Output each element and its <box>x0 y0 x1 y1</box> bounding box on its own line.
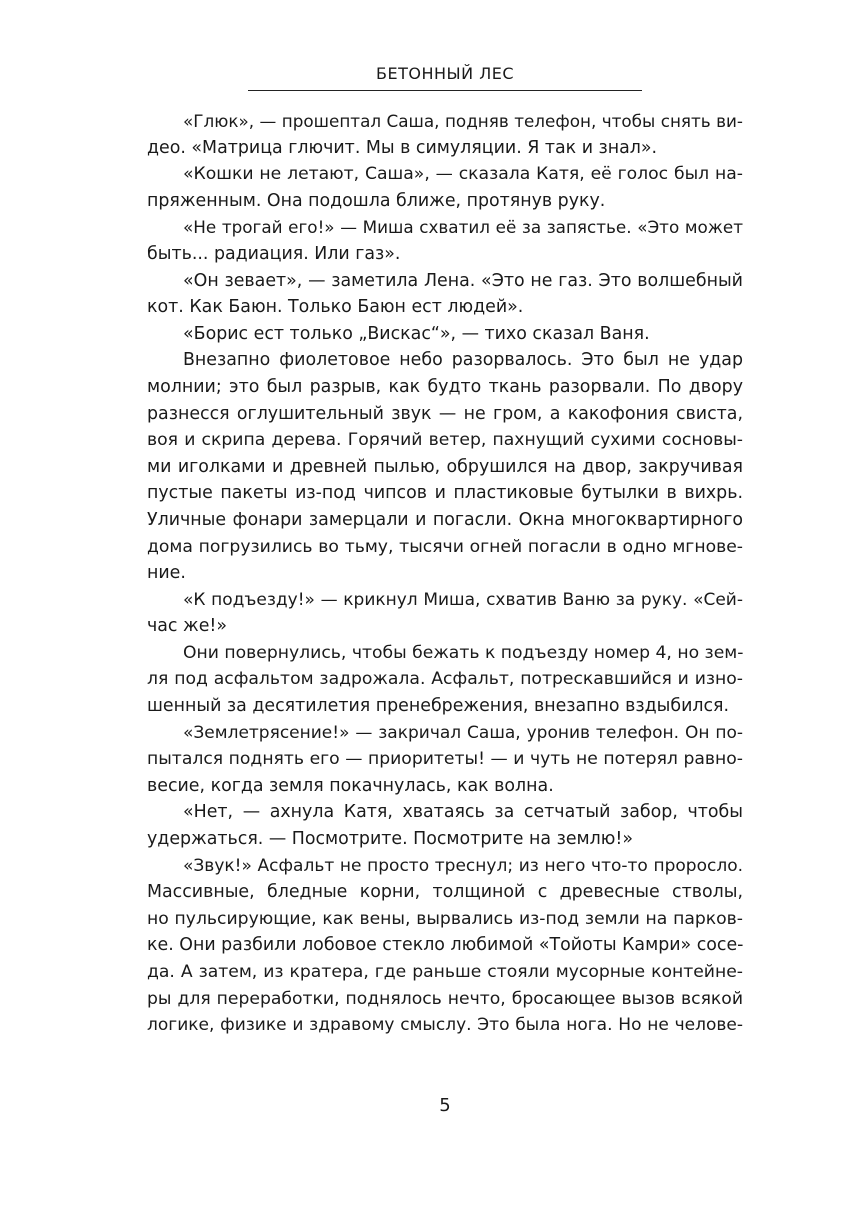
running-head: БЕТОННЫЙ ЛЕС <box>376 64 514 83</box>
text-line: дома погрузились во тьму, тысячи огней погасли в одно мгнове- <box>147 536 743 557</box>
text-line: «Борис ест только „Вискас“», — тихо сказал Ваня. <box>183 323 650 344</box>
text-line: удержаться. — Посмотрите. Посмотрите на землю!» <box>147 829 634 850</box>
text-line: пытался поднять его — приоритеты! — и чуть не потерял равно- <box>147 749 743 770</box>
body-text <box>147 108 743 1039</box>
text-line: пустые пакеты из-под чипсов и пластиковые бутылки в вихрь. <box>147 483 743 504</box>
text-line: час же!» <box>147 616 227 637</box>
text-line: разнесся оглушительный звук — не гром, а какофония свиста, <box>147 403 743 424</box>
text-line: воя и скрипа дерева. Горячий ветер, пахнущий сухими сосновы- <box>147 430 743 451</box>
text-line: Внезапно фиолетовое небо разорвалось. Это был не удар <box>183 350 743 371</box>
text-line: «Кошки не летают, Саша», — сказала Катя, её голос был на- <box>183 164 743 185</box>
text-line: «Он зевает», — заметила Лена. «Это не газ. Это волшебный <box>183 270 743 291</box>
text-line: пряженным. Она подошла ближе, протянув руку. <box>147 190 606 211</box>
text-line: «Землетрясение!» — закричал Саша, уронив телефон. Он по- <box>183 722 743 743</box>
text-line: «Звук!» Асфальт не просто треснул; из него что-то проросло. <box>183 855 743 876</box>
text-line: но пульсирующие, как вены, вырвались из-под земли на парков- <box>147 908 743 929</box>
text-line: ля под асфальтом задрожала. Асфальт, потрескавшийся и изно- <box>147 669 743 690</box>
page-number: 5 <box>439 1095 451 1116</box>
header-rule <box>248 90 642 91</box>
text-line: «Глюк», — прошептал Саша, подняв телефон, чтобы снять ви- <box>183 111 743 131</box>
text-line: логике, физике и здравому смыслу. Это была нога. Но не челове- <box>147 1015 743 1036</box>
text-line: шенный за десятилетия пренебрежения, внезапно вздыбился. <box>147 696 730 717</box>
text-line: весие, когда земля покачнулась, как волна. <box>147 775 554 796</box>
text-line: Уличные фонари замерцали и погасли. Окна многоквартирного <box>147 509 743 530</box>
text-line: Массивные, бледные корни, толщиной с древесные стволы, <box>147 882 743 903</box>
text-line: кот. Как Баюн. Только Баюн ест людей». <box>147 297 524 318</box>
text-line: ке. Они разбили лобовое стекло любимой «Тойоты Камри» сосе- <box>147 935 744 956</box>
text-line: молнии; это был разрыв, как будто ткань разорвали. По двору <box>147 376 743 397</box>
text-line: ми иголками и древней пылью, обрушился на двор, закручивая <box>147 456 743 477</box>
text-line: да. А затем, из кратера, где раньше стояли мусорные контейне- <box>147 962 743 982</box>
text-line: Они повернулись, чтобы бежать к подъезду номер 4, но зем- <box>183 642 744 663</box>
text-line: део. «Матрица глючит. Мы в симуляции. Я так и знал». <box>147 137 658 158</box>
text-line: «К подъезду!» — крикнул Миша, схватив Ваню за руку. «Сей- <box>183 589 743 610</box>
text-line: «Не трогай его!» — Миша схватил её за запястье. «Это может <box>183 217 743 238</box>
text-line: быть... радиация. Или газ». <box>147 243 401 264</box>
text-line: ние. <box>147 563 186 584</box>
text-line: «Нет, — ахнула Катя, хватаясь за сетчатый забор, чтобы <box>183 802 743 823</box>
text-line: ры для переработки, поднялось нечто, бросающее вызов всякой <box>147 988 743 1009</box>
